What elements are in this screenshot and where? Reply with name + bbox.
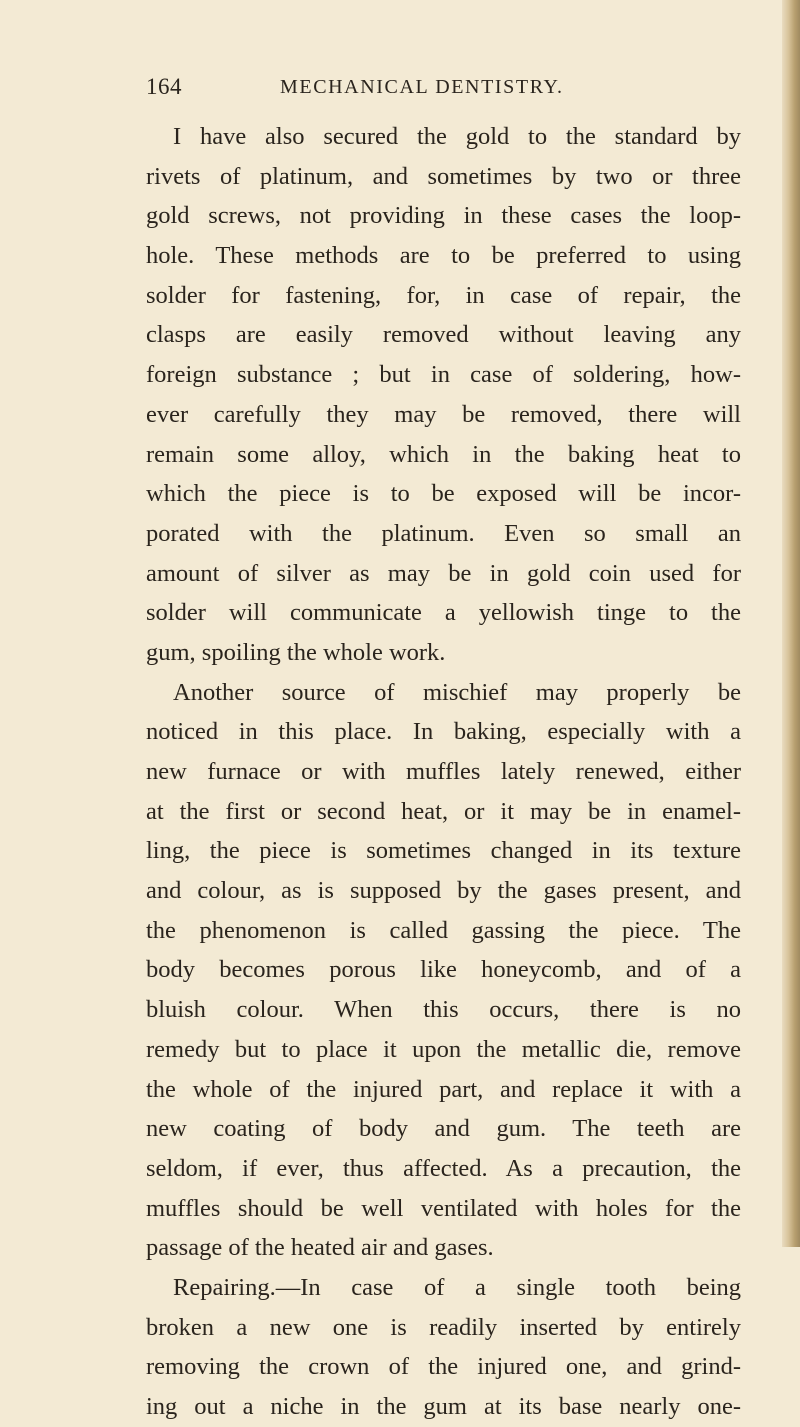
text-line: ever carefully they may be removed, there will	[146, 400, 741, 428]
text-line: body becomes porous like honeycomb, and of a	[146, 956, 741, 984]
text-line: amount of silver as may be in gold coin used for	[146, 559, 741, 587]
text-line: bluish colour. When this occurs, there is no	[146, 996, 741, 1024]
text-line: gum, spoiling the whole work.	[146, 638, 446, 666]
text-line: porated with the platinum. Even so small an	[146, 519, 741, 547]
text-line: remain some alloy, which in the baking heat to	[146, 440, 741, 468]
page-edge	[782, 0, 800, 1247]
text-line: the phenomenon is called gassing the piece. The	[146, 916, 741, 944]
text-line: muffles should be well ventilated with holes for the	[146, 1194, 741, 1222]
body-text	[146, 117, 741, 1427]
text-line: Another source of mischief may properly be	[173, 678, 741, 706]
text-line: clasps are easily removed without leaving any	[146, 321, 741, 349]
text-line: ling, the piece is sometimes changed in its texture	[146, 837, 741, 865]
text-line: which the piece is to be exposed will be incor-	[146, 480, 741, 508]
text-line: passage of the heated air and gases.	[146, 1234, 494, 1262]
text-line: new coating of body and gum. The teeth are	[146, 1115, 741, 1143]
text-line: at the first or second heat, or it may be in enamel-	[146, 797, 741, 825]
text-line: foreign substance ; but in case of soldering, how-	[146, 361, 741, 389]
text-line: Repairing.—In case of a single tooth being	[173, 1273, 741, 1301]
text-line: I have also secured the gold to the standard by	[173, 123, 741, 150]
text-line: new furnace or with muffles lately renewed, either	[146, 758, 741, 785]
text-line: gold screws, not providing in these cases the loop-	[146, 202, 741, 230]
text-line: remedy but to place it upon the metallic die, remove	[146, 1035, 741, 1063]
text-line: the whole of the injured part, and replace it with a	[146, 1075, 741, 1103]
text-line: noticed in this place. In baking, especially with a	[146, 718, 741, 746]
page-header	[146, 74, 606, 108]
text-line: broken a new one is readily inserted by entirely	[146, 1313, 741, 1341]
page-number: 164	[146, 74, 182, 99]
running-head: MECHANICAL DENTISTRY.	[280, 76, 564, 98]
text-line: hole. These methods are to be preferred to using	[146, 242, 741, 270]
text-line: and colour, as is supposed by the gases present, and	[146, 877, 741, 905]
text-line: solder will communicate a yellowish tinge to the	[146, 599, 741, 627]
text-line: seldom, if ever, thus affected. As a precaution, the	[146, 1154, 741, 1182]
text-line: solder for fastening, for, in case of repair, the	[146, 281, 741, 309]
text-line: rivets of platinum, and sometimes by two or three	[146, 162, 741, 190]
text-line: removing the crown of the injured one, and grind-	[146, 1353, 741, 1381]
text-line: ing out a niche in the gum at its base nearly one-	[146, 1393, 741, 1420]
